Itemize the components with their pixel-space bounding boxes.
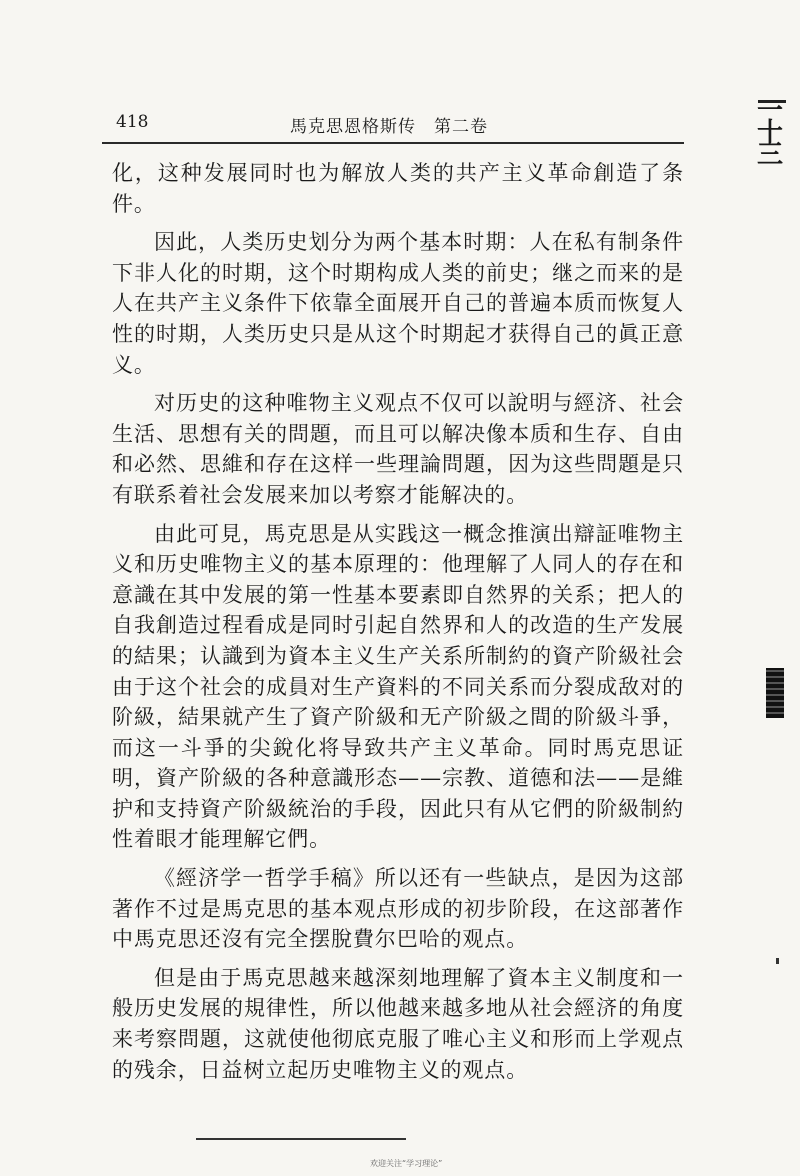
section-numeral bbox=[756, 96, 784, 170]
paragraph: 但是由于馬克思越来越深刻地理解了資本主义制度和一般历史发展的規律性，所以他越来越多地从社会經济的角度来考察問題，这就使他彻底克服了唯心主义和形而上学观点的残余，日益树立起历史唯物主义的观点。 bbox=[112, 965, 684, 1082]
paragraph: 由此可見，馬克思是从实践这一概念推演出辯証唯物主义和历史唯物主义的基本原理的：他理解了人同人的存在和意識在其中发展的第一性基本要素即自然界的关系；把人的自我創造过程看成是同时引起自然界和人的改造的生产发展的結果；认識到为資本主义生产关系所制約的資产阶級社会由于这个社会的成員对生产資料的不同关系而分裂成敌对的阶級，結果就产生了資产阶級和无产阶級之間的阶級斗爭，而这一斗爭的尖銳化将导致共产主义革命。同时馬克思证明，資产阶級的各种意識形态——宗教、道德和法——是維护和支持資产阶級統治的手段，因此只有从它們的阶級制約性着眼才能理解它們。 bbox=[112, 521, 684, 852]
numeral-char: 三 bbox=[756, 140, 783, 170]
page-header bbox=[102, 112, 682, 138]
header-rule bbox=[102, 142, 684, 144]
paragraph: 因此，人类历史划分为两个基本时期：人在私有制条件下非人化的时期，这个时期构成人类的前史；继之而来的是人在共产主义条件下依靠全面展开自己的普遍本质而恢复人性的时期，人类历史只是从这个时期起才获得自己的眞正意义。 bbox=[112, 230, 684, 377]
numeral-char: 十 bbox=[756, 118, 783, 148]
scan-speck bbox=[776, 958, 779, 964]
paragraph: 《經济学一哲学手稿》所以还有一些缺点，是因为这部著作不过是馬克思的基本观点形成的初步阶段，在这部著作中馬克思还沒有完全摆脫費尔巴哈的观点。 bbox=[112, 866, 684, 952]
binding-mark bbox=[766, 668, 784, 718]
paragraph: 对历史的这种唯物主义观点不仅可以說明与經济、社会生活、思想有关的問題，而且可以解决像本质和生存、自由和必然、思維和存在这样一些理論問題，因为这些問題是只有联系着社会发展来加以考察才能解决的。 bbox=[112, 391, 684, 507]
page-number: 418 bbox=[116, 112, 149, 132]
body-text bbox=[112, 158, 684, 1085]
running-title: 馬克思恩格斯传 第二卷 bbox=[290, 117, 488, 137]
footer-rule bbox=[196, 1138, 406, 1140]
watermark: 欢迎关注“学习理论” bbox=[370, 1159, 443, 1168]
paragraph: 化，这种发展同时也为解放人类的共产主义革命創造了条件。 bbox=[112, 161, 684, 216]
numeral-char: 一 bbox=[756, 96, 783, 126]
